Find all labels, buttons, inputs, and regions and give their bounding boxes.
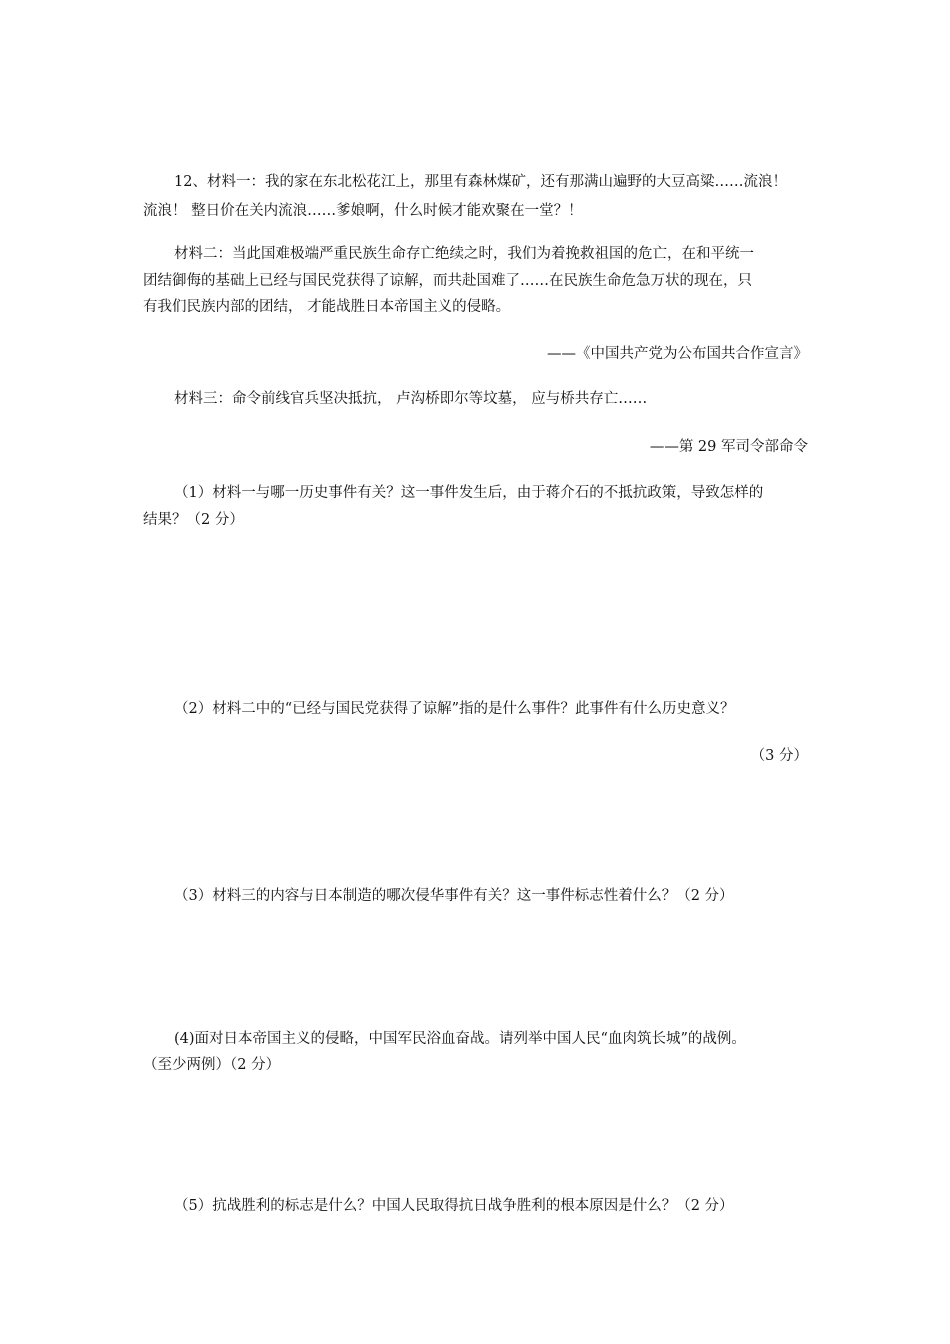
material-2-line-3: 有我们民族内部的团结， 才能战胜日本帝国主义的侵略。 [143,299,511,315]
material-2-source: ——《中国共产党为公布国共合作宣言》 [547,346,808,362]
material-2-line-2: 团结御侮的基础上已经与国民党获得了谅解，而共赴国难了……在民族生命危急万状的现在，只 [143,273,752,289]
sub-question-2-score: （3 分） [750,748,808,764]
material-1-line-1: 12、材料一：我的家在东北松花江上，那里有森林煤矿，还有那满山遍野的大豆高粱……流浪！ [174,174,787,190]
sub-question-4-line-2: （至少两例）（2 分） [143,1057,281,1073]
material-3-text: 材料三：命令前线官兵坚决抵抗， 卢沟桥即尔等坟墓， 应与桥共存亡…… [174,391,648,407]
sub-question-3: （3）材料三的内容与日本制造的哪次侵华事件有关？这一事件标志性着什么？（2 分） [174,888,734,904]
sub-question-1-line-2: 结果？（2 分） [143,512,244,528]
sub-question-1-line-1: （1）材料一与哪一历史事件有关？这一事件发生后，由于蒋介石的不抵抗政策，导致怎样的 [174,485,764,501]
material-1-line-2: 流浪！ 整日价在关内流浪……爹娘啊，什么时候才能欢聚在一堂？！ [143,203,583,219]
material-3-source: ——第 29 军司令部命令 [649,439,808,455]
sub-question-5: （5）抗战胜利的标志是什么？中国人民取得抗日战争胜利的根本原因是什么？（2 分） [174,1198,734,1214]
material-2-line-1: 材料二：当此国难极端严重民族生命存亡绝续之时，我们为着挽救祖国的危亡，在和平统一 [174,246,754,262]
sub-question-4-line-1: (4)面对日本帝国主义的侵略，中国军民浴血奋战。请列举中国人民“血肉筑长城”的战例。 [174,1031,746,1047]
sub-question-2: （2）材料二中的“已经与国民党获得了谅解”指的是什么事件？此事件有什么历史意义？ [174,701,735,717]
